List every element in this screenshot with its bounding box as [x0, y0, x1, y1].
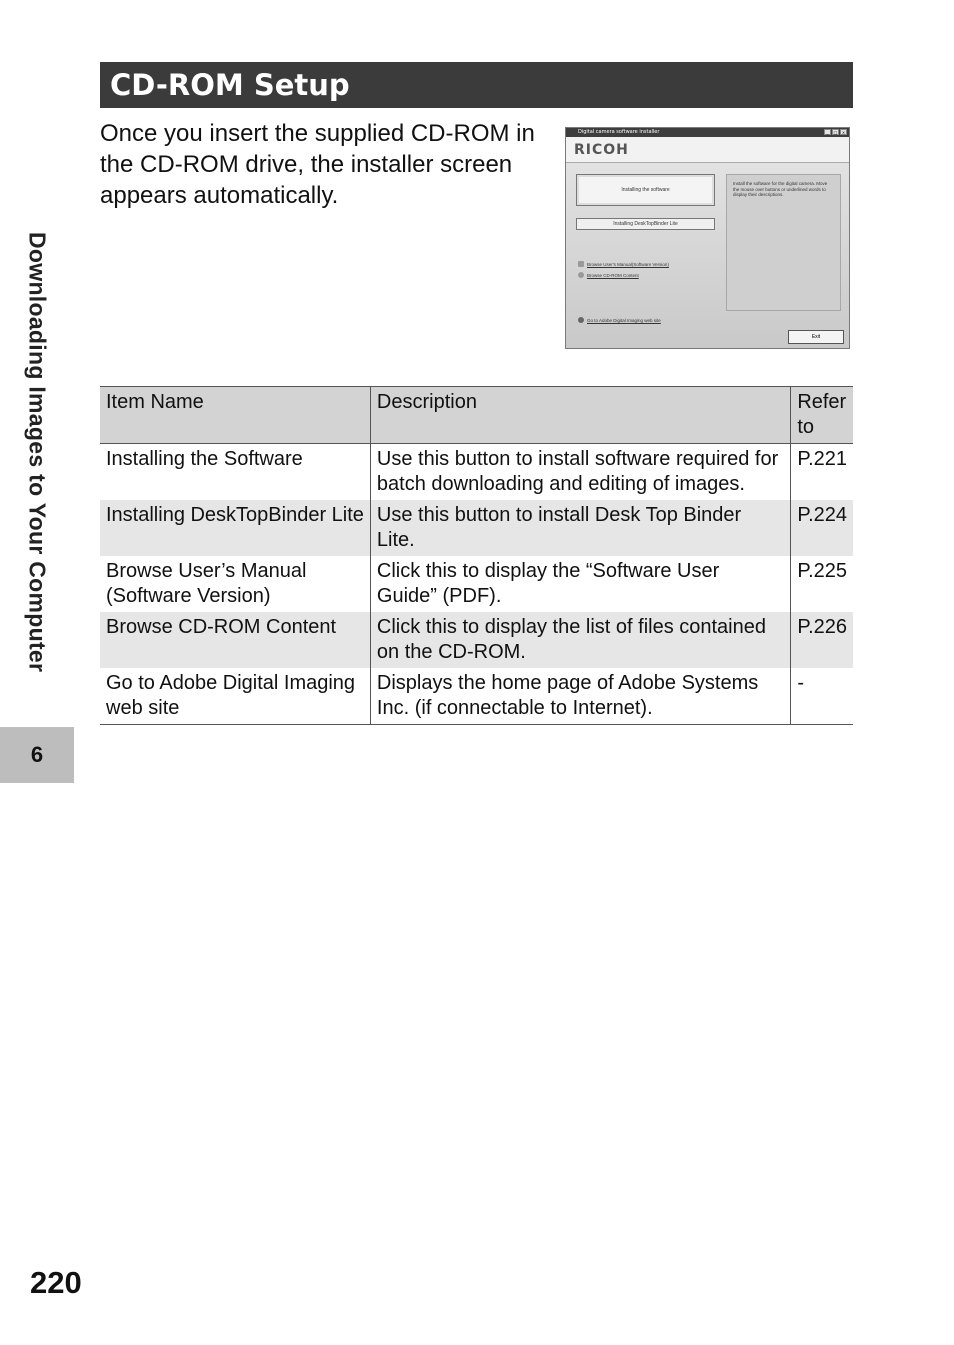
items-table: [100, 386, 853, 725]
row-item-name: Go to Adobe Digital Imaging web site: [100, 668, 370, 725]
table-row: [100, 444, 853, 501]
disc-icon: [578, 272, 584, 278]
ricoh-logo: RICOH: [574, 142, 629, 158]
page-number: 220: [30, 1265, 82, 1300]
installer-body: [566, 163, 849, 348]
install-dtb-button: Installing DeskTopBinder Lite: [576, 218, 715, 230]
header-description: Description: [370, 387, 790, 444]
install-software-button: Installing the software: [576, 174, 715, 206]
chapter-title: Downloading Images to Your Computer: [24, 232, 51, 673]
chapter-number: 6: [0, 727, 74, 783]
row-description: Click this to display the list of files contained on the CD-ROM.: [370, 612, 790, 668]
table-row: [100, 612, 853, 668]
maximize-icon: □: [833, 130, 838, 135]
browse-manual-link: [578, 261, 669, 267]
close-icon: ×: [841, 130, 846, 135]
row-refer-to: P.221: [791, 444, 853, 501]
browse-cdrom-link: [578, 272, 639, 278]
table-row: [100, 556, 853, 612]
adobe-link-label: Go to Adobe Digital Imaging web site: [587, 317, 661, 323]
row-description: Use this button to install software required for batch downloading and editing of images.: [370, 444, 790, 501]
minimize-icon: _: [824, 129, 831, 135]
header-refer-to: Refer to: [791, 387, 853, 444]
installer-screenshot: [565, 127, 850, 349]
row-refer-to: P.225: [791, 556, 853, 612]
adobe-link: [578, 317, 661, 323]
row-item-name: Installing the Software: [106, 448, 303, 470]
row-refer-to: P.226: [791, 612, 853, 668]
section-title: CD-ROM Setup: [100, 62, 853, 108]
description-panel: Install the software for the digital camera. Move the mouse over buttons or underlined words to display their descriptions.: [726, 174, 841, 311]
browse-manual-label: Browse User's Manual(Software Version): [587, 261, 669, 267]
row-item-name: Installing DeskTopBinder Lite: [100, 500, 370, 556]
installer-titlebar: [566, 128, 849, 137]
chapter-side-tab: [0, 210, 74, 730]
installer-window-title: Digital camera software installer: [578, 129, 660, 135]
row-refer-to: -: [791, 668, 853, 725]
browse-cdrom-label: Browse CD-ROM Content: [587, 272, 639, 278]
exit-button: Exit: [788, 330, 844, 344]
row-refer-to: P.224: [791, 500, 853, 556]
row-description: Click this to display the “Software User Guide” (PDF).: [370, 556, 790, 612]
row-description: Use this button to install Desk Top Binder Lite.: [370, 500, 790, 556]
book-icon: [578, 261, 584, 267]
table-row: [100, 668, 853, 725]
row-item-name: Browse CD-ROM Content: [100, 612, 370, 668]
globe-icon: [578, 317, 584, 323]
table-row: [100, 500, 853, 556]
row-item-name: Browse User’s Manual (Software Version): [106, 560, 307, 607]
header-item-name: Item Name: [100, 387, 370, 444]
row-description: Displays the home page of Adobe Systems Inc. (if connectable to Internet).: [370, 668, 790, 725]
table-header-row: [100, 387, 853, 444]
installer-logo-bar: [566, 137, 849, 163]
intro-paragraph: Once you insert the supplied CD-ROM in the CD-ROM drive, the installer screen appears automatically.: [100, 120, 535, 209]
